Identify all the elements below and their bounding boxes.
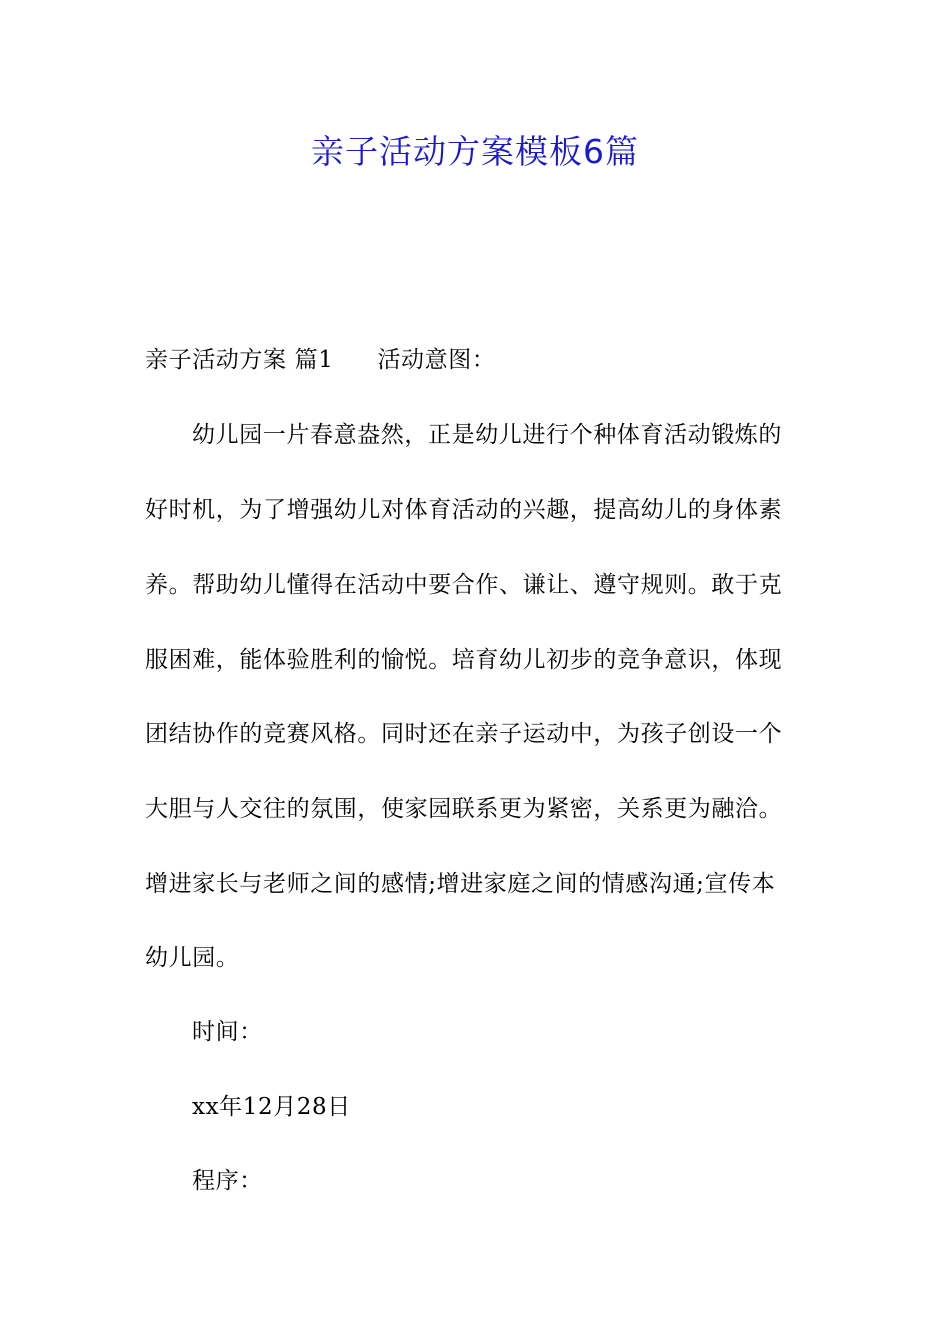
time-value: xx年12月28日: [192, 1094, 351, 1120]
paragraph-line: 服困难，能体验胜利的愉悦。培育幼儿初步的竞争意识，体现: [145, 647, 783, 673]
paragraph-line: 幼儿园一片春意盎然，正是幼儿进行个种体育活动锻炼的: [192, 422, 782, 448]
time-label: 时间：: [192, 1019, 263, 1045]
paragraph-line: 好时机，为了增强幼儿对体育活动的兴趣，提高幼儿的身体素: [145, 497, 783, 523]
section-heading-row: [145, 340, 809, 380]
document-title: 亲子活动方案模板6篇: [311, 132, 639, 171]
program-label: 程序：: [192, 1168, 263, 1194]
paragraph-line: 幼儿园。: [145, 945, 240, 971]
paragraph-line: 增进家长与老师之间的感情;增进家庭之间的情感沟通;宣传本: [145, 871, 776, 897]
paragraph-line: 大胆与人交往的氛围，使家园联系更为紧密，关系更为融洽。: [145, 796, 783, 822]
section-number: 篇1: [294, 347, 334, 373]
section-heading: 亲子活动方案: [145, 347, 287, 373]
paragraph-line: 团结协作的竞赛风格。同时还在亲子运动中，为孩子创设一个: [145, 721, 783, 747]
subheading: 活动意图：: [377, 347, 496, 373]
paragraph-line: 养。帮助幼儿懂得在活动中要合作、谦让、遵守规则。敢于克: [145, 572, 783, 598]
